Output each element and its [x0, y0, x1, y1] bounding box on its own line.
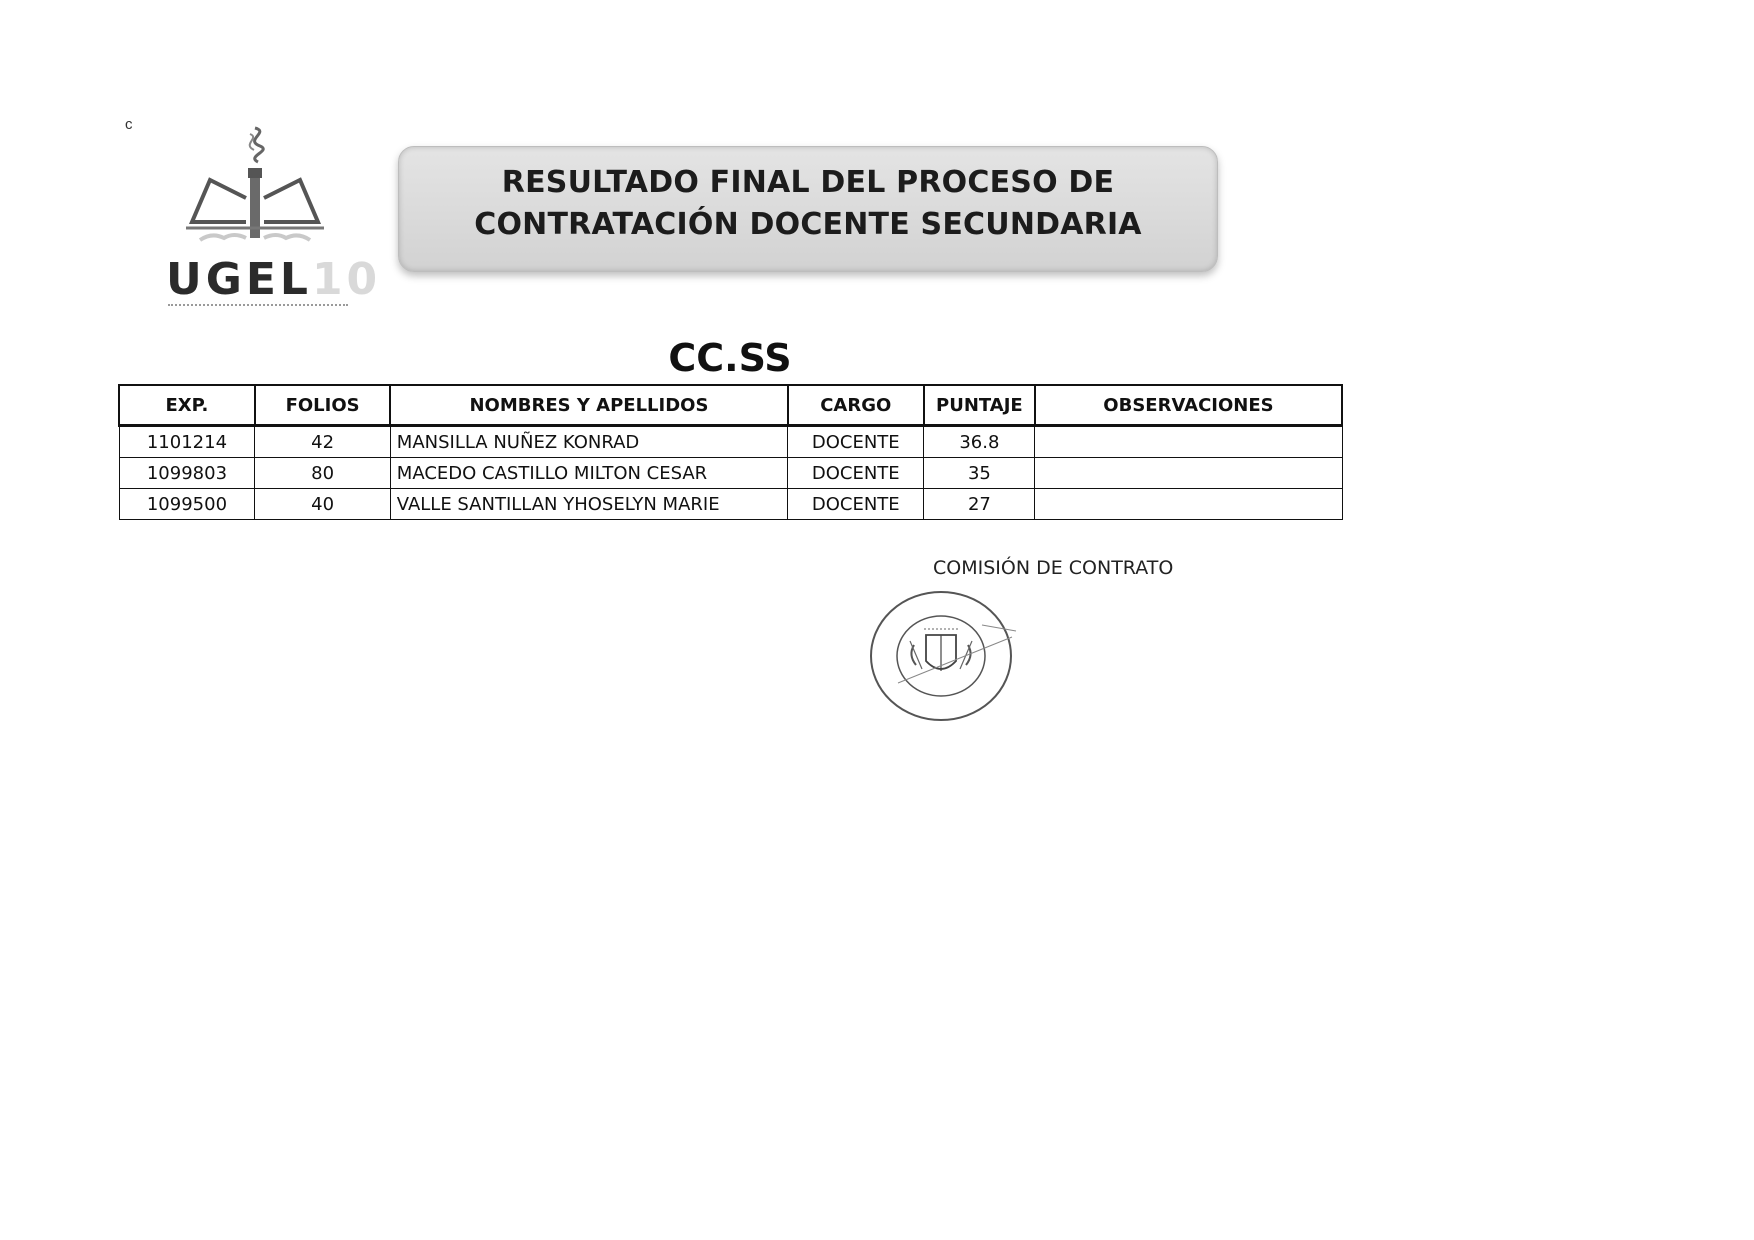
cell-observaciones	[1035, 458, 1342, 489]
cell-puntaje: 27	[924, 489, 1035, 520]
header-exp: EXP.	[119, 385, 255, 426]
header-cargo: CARGO	[788, 385, 924, 426]
cell-observaciones	[1035, 426, 1342, 458]
cell-folios: 40	[255, 489, 390, 520]
title-line-2: CONTRATACIÓN DOCENTE SECUNDARIA	[474, 207, 1142, 242]
cell-nombre: MANSILLA NUÑEZ KONRAD	[390, 426, 787, 458]
cell-nombre: MACEDO CASTILLO MILTON CESAR	[390, 458, 787, 489]
header-folios: FOLIOS	[255, 385, 390, 426]
cell-folios: 42	[255, 426, 390, 458]
logo-text: UGEL10	[166, 254, 382, 305]
header-nombres: NOMBRES Y APELLIDOS	[390, 385, 787, 426]
seal-icon	[862, 585, 1020, 727]
results-table	[118, 384, 1343, 520]
title-banner	[398, 146, 1218, 272]
cell-puntaje: 36.8	[924, 426, 1035, 458]
cell-folios: 80	[255, 458, 390, 489]
logo-subtitle-line	[168, 304, 348, 309]
corner-mark: c	[125, 116, 133, 133]
cell-exp: 1101214	[119, 426, 255, 458]
cell-cargo: DOCENTE	[788, 458, 924, 489]
cell-puntaje: 35	[924, 458, 1035, 489]
cell-exp: 1099803	[119, 458, 255, 489]
header-observaciones: OBSERVACIONES	[1035, 385, 1342, 426]
header-puntaje: PUNTAJE	[924, 385, 1035, 426]
cell-cargo: DOCENTE	[788, 489, 924, 520]
cell-exp: 1099500	[119, 489, 255, 520]
cell-observaciones	[1035, 489, 1342, 520]
table-row	[119, 458, 1342, 489]
table-header-row	[119, 385, 1342, 426]
cell-cargo: DOCENTE	[788, 426, 924, 458]
ugel-logo	[160, 118, 382, 318]
section-title: CC.SS	[668, 336, 792, 380]
commission-label: COMISIÓN DE CONTRATO	[933, 557, 1174, 579]
torch-book-icon	[160, 118, 350, 258]
title-line-1: RESULTADO FINAL DEL PROCESO DE	[501, 165, 1115, 200]
table-row	[119, 489, 1342, 520]
official-stamp	[862, 585, 1020, 727]
cell-nombre: VALLE SANTILLAN YHOSELYN MARIE	[390, 489, 787, 520]
table-row	[119, 426, 1342, 458]
